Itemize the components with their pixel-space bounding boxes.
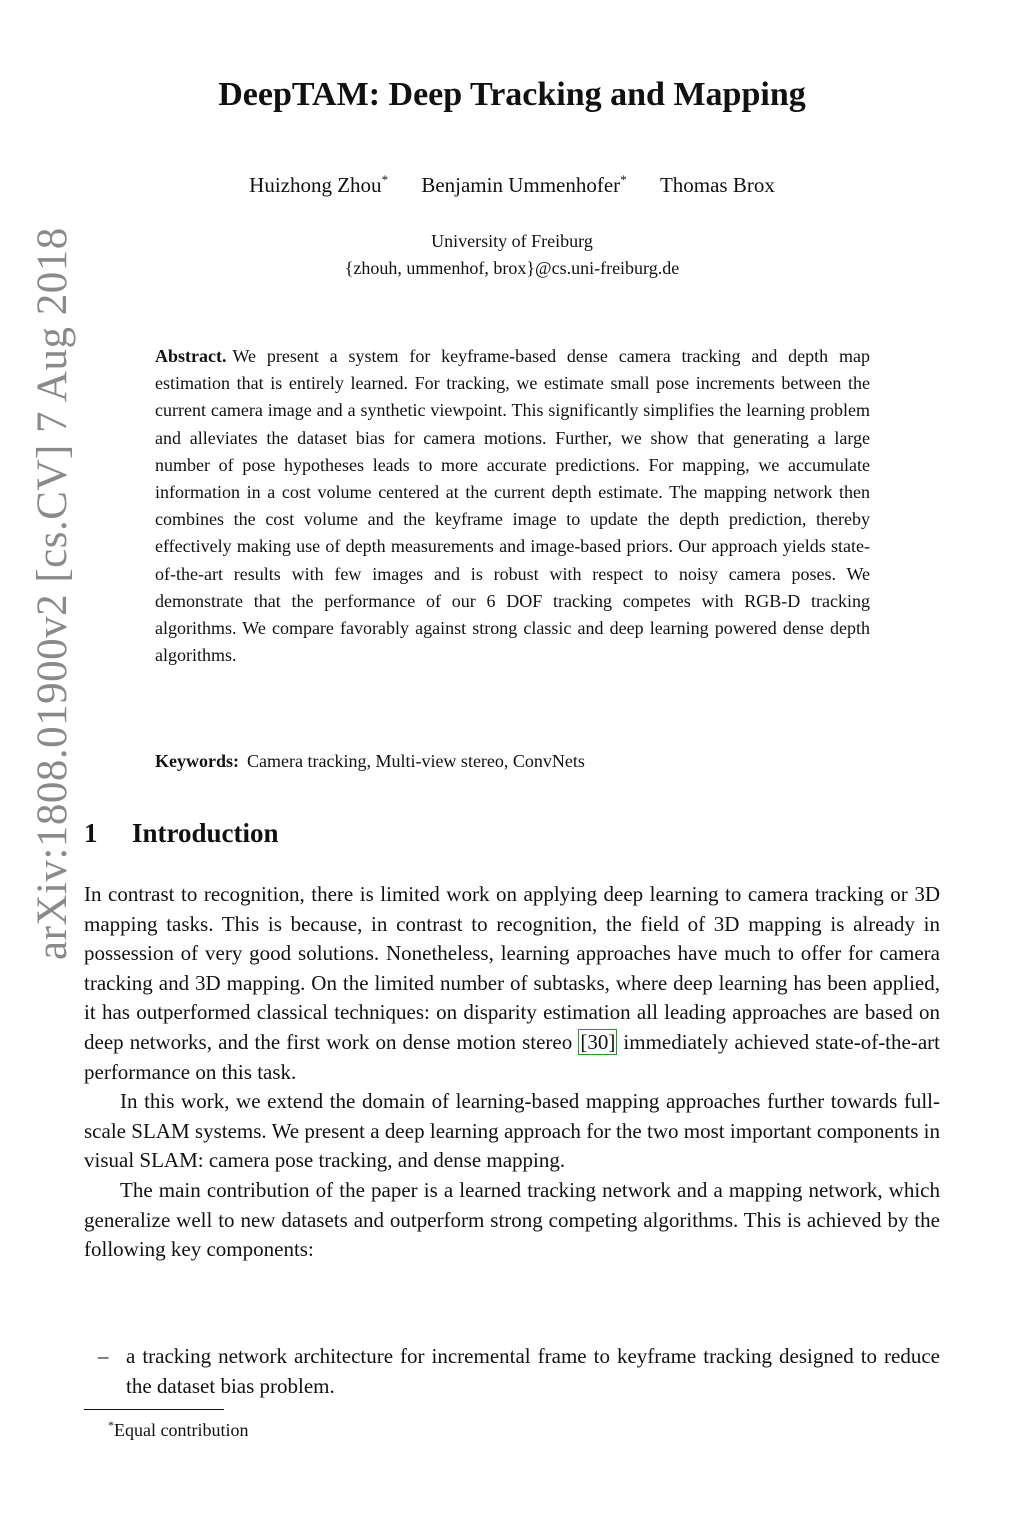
arxiv-identifier-stamp[interactable]: arXiv:1808.01900v2 [cs.CV] 7 Aug 2018 (29, 227, 76, 960)
citation-link[interactable]: [30] (580, 1029, 616, 1054)
keywords (155, 748, 870, 775)
author-2 (421, 173, 626, 197)
dash-bullet: – (98, 1344, 109, 1368)
paragraph-3: The main contribution of the paper is a learned tracking network and a mapping network, which generalize well to new datasets and outperform strong competing algorithms. This is achieved by the following key components: (84, 1177, 940, 1262)
author-emails: {zhouh, ummenhof, brox}@cs.uni-freiburg.de (344, 258, 680, 278)
author-3 (660, 173, 775, 197)
footnote-mark: * (108, 1418, 114, 1432)
introduction-body (84, 880, 940, 1265)
footnote (108, 1418, 248, 1441)
author-1 (249, 173, 388, 197)
abstract-text: We present a system for keyframe-based dense camera tracking and depth map estimation that is entirely learned. For tracking, we estimate small pose increments between the current camera image and a synthetic viewpoint. This significantly simplifies the learning problem and alleviates the dataset bias for camera motions. Further, we show that generating a large number of pose hypotheses leads to more accurate predictions. For mapping, we accumulate information in a cost volume centered at the current depth estimate. The mapping network then combines the cost volume and the keyframe image to update the depth prediction, thereby effectively making use of depth measurements and image-based priors. Our approach yields state-of-the-art results with few images and is robust with respect to noisy camera poses. We demonstrate that the performance of our 6 DOF tracking competes with RGB-D tracking algorithms. We compare favorably against strong classic and deep learning powered dense depth algorithms. (155, 346, 870, 666)
author-name: Huizhong Zhou (249, 173, 382, 197)
paper-title: DeepTAM: Deep Tracking and Mapping (218, 76, 806, 113)
keywords-text: Camera tracking, Multi-view stereo, ConvNets (247, 751, 585, 771)
section-number: 1 (84, 818, 98, 848)
paragraph-1 (84, 880, 940, 1087)
paragraph-2: In this work, we extend the domain of learning-based mapping approaches further towards full-scale SLAM systems. We present a deep learning approach for the two most important components in visual SLAM: camera pose tracking, and dense mapping. (84, 1089, 940, 1173)
list-item-text: a tracking network architecture for incremental frame to keyframe tracking designed to reduce the dataset bias problem. (126, 1344, 940, 1398)
keywords-label: Keywords: (155, 751, 239, 771)
author-name: Thomas Brox (659, 173, 775, 197)
affiliation-block (0, 228, 1024, 282)
contribution-list (84, 1342, 940, 1401)
footnote-text: Equal contribution (114, 1420, 249, 1440)
footnote-divider (84, 1409, 224, 1410)
section-heading (84, 818, 279, 849)
abstract (155, 343, 870, 669)
paragraph-text: immediately achieved state-of-the-art performance on this task. (84, 1029, 940, 1084)
equal-contribution-mark: * (620, 172, 627, 187)
list-item (84, 1342, 940, 1401)
institution: University of Freiburg (431, 231, 593, 251)
author-name: Benjamin Ummenhofer (421, 173, 621, 197)
equal-contribution-mark: * (381, 172, 389, 187)
abstract-label: Abstract. (155, 346, 227, 366)
paragraph-text: In contrast to recognition, there is limited work on applying deep learning to camera tracking or 3D mapping tasks. This is because, in contrast to recognition, the field of 3D mapping is already in possession of very good solutions. Nonetheless, learning approaches have much to offer for camera tracking and 3D mapping. On the limited number of subtasks, where deep learning has been applied, it has outperformed classical techniques: on disparity estimation all leading approaches are based on deep networks, and the first work on dense motion stereo (84, 882, 940, 1054)
section-title: Introduction (132, 818, 279, 848)
author-list (0, 172, 1024, 198)
